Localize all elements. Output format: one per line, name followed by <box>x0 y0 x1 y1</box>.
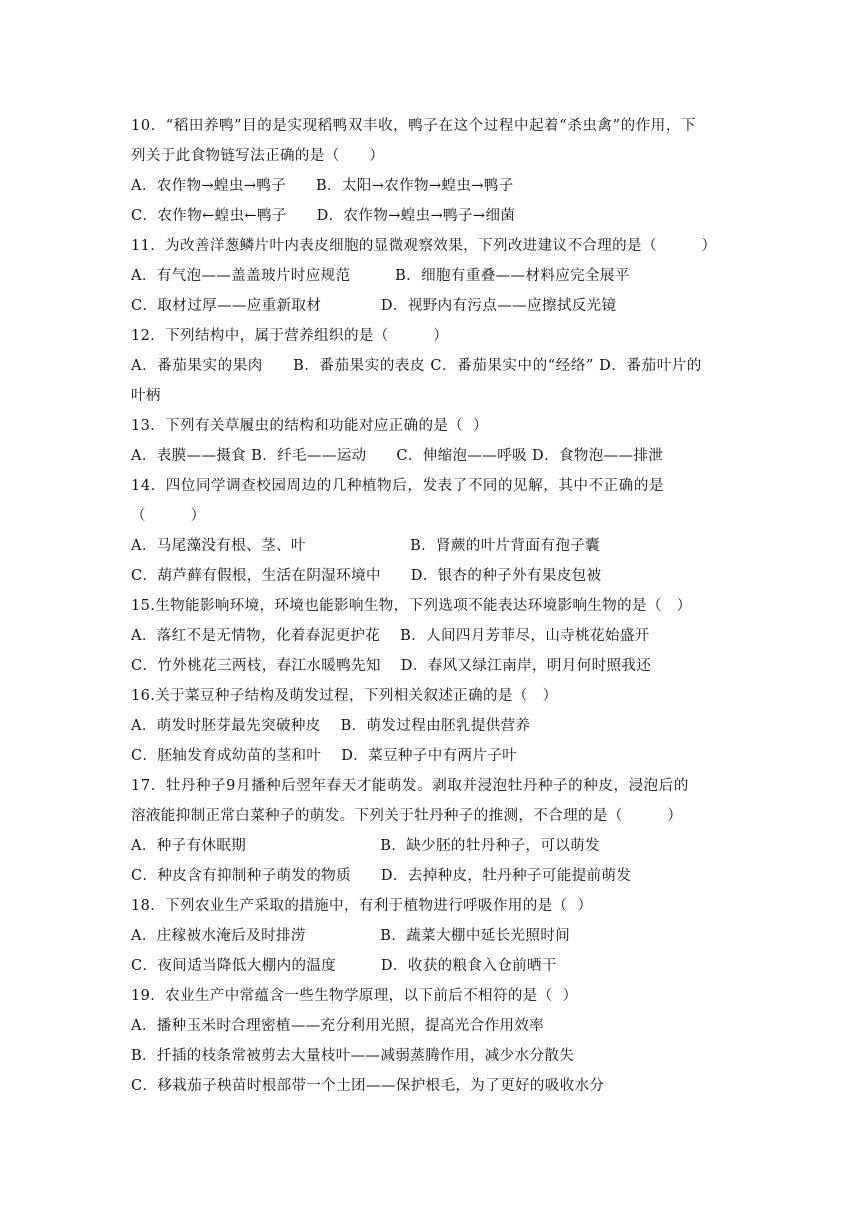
q17-stem-line2: 溶液能抑制正常白菜种子的萌发。下列关于牡丹种子的推测，不合理的是（ ） <box>131 808 683 824</box>
q19-option-c: C．移栽茄子秧苗时根部带一个土团——保护根毛，为了更好的吸收水分 <box>131 1078 605 1094</box>
q17-stem-line1: 17．牡丹种子9月播种后翌年春天才能萌发。剥取并浸泡牡丹种子的种皮，浸泡后的 <box>131 778 689 794</box>
q14-options-cd: C．葫芦藓有假根，生活在阴湿环境中 D．银杏的种子外有果皮包被 <box>131 568 602 584</box>
q10-stem-line2: 列关于此食物链写法正确的是（ ） <box>131 148 385 164</box>
q12-options-line1: A．番茄果实的果肉 B．番茄果实的表皮 C．番茄果实中的“经络” D．番茄叶片的 <box>131 358 702 374</box>
q14-stem-line1: 14．四位同学调查校园周边的几种植物后，发表了不同的见解，其中不正确的是 <box>131 478 665 494</box>
q14-options-ab: A．马尾藻没有根、茎、叶 B．肾蕨的叶片背面有孢子囊 <box>131 538 600 554</box>
q17-options-ab: A．种子有休眠期 B．缺少胚的牡丹种子，可以萌发 <box>131 838 600 854</box>
q12-options-line2: 叶柄 <box>131 388 161 404</box>
q13-options: A．表膜——摄食 B．纤毛——运动 C．伸缩泡——呼吸 D．食物泡——排泄 <box>131 448 664 464</box>
q10-options-cd: C．农作物←蝗虫←鸭子 D．农作物→蝗虫→鸭子→细菌 <box>131 208 516 224</box>
q15-stem: 15.生物能影响环境，环境也能影响生物，下列选项不能表达环境影响生物的是（ ） <box>131 598 692 614</box>
q18-stem: 18．下列农业生产采取的措施中，有利于植物进行呼吸作用的是（ ） <box>131 898 593 914</box>
q16-options-cd: C．胚轴发育成幼苗的茎和叶 D．菜豆种子中有两片子叶 <box>131 748 518 764</box>
q15-options-ab: A．落红不是无情物，化着春泥更护花 B．人间四月芳菲尽，山寺桃花始盛开 <box>131 628 650 644</box>
q19-option-b: B．扦插的枝条常被剪去大量枝叶——减弱蒸腾作用，减少水分散失 <box>131 1048 575 1064</box>
q11-options-cd: C．取材过厚——应重新取材 D．视野内有污点——应擦拭反光镜 <box>131 298 617 314</box>
q16-stem: 16.关于菜豆种子结构及萌发过程，下列相关叙述正确的是（ ） <box>131 688 558 704</box>
q19-stem: 19．农业生产中常蕴含一些生物学原理，以下前后不相符的是（ ） <box>131 988 578 1004</box>
q19-option-a: A．播种玉米时合理密植——充分利用光照，提高光合作用效率 <box>131 1018 545 1034</box>
q15-options-cd: C．竹外桃花三两枝，春江水暖鸭先知 D．春风又绿江南岸，明月何时照我还 <box>131 658 652 674</box>
q11-stem: 11．为改善洋葱鳞片叶内表皮细胞的显微观察效果，下列改进建议不合理的是（ ） <box>131 238 717 254</box>
q13-stem: 13．下列有关草履虫的结构和功能对应正确的是（ ） <box>131 418 489 434</box>
q17-options-cd: C．种皮含有抑制种子萌发的物质 D．去掉种皮，牡丹种子可能提前萌发 <box>131 868 632 884</box>
q10-stem-line1: 10．“稻田养鸭”目的是实现稻鸭双丰收，鸭子在这个过程中起着“杀虫禽”的作用，下 <box>131 118 697 134</box>
q18-options-cd: C．夜间适当降低大棚内的温度 D．收获的粮食入仓前晒干 <box>131 958 557 974</box>
q16-options-ab: A．萌发时胚芽最先突破种皮 B．萌发过程由胚乳提供营养 <box>131 718 531 734</box>
q11-options-ab: A．有气泡——盖盖玻片时应规范 B．细胞有重叠——材料应完全展平 <box>131 268 630 284</box>
q14-stem-line2: （ ） <box>131 508 206 524</box>
q12-stem: 12．下列结构中，属于营养组织的是（ ） <box>131 328 449 344</box>
q18-options-ab: A．庄稼被水淹后及时排涝 B．蔬菜大棚中延长光照时间 <box>131 928 571 944</box>
q10-options-ab: A．农作物→蝗虫→鸭子 B．太阳→农作物→蝗虫→鸭子 <box>131 178 514 194</box>
